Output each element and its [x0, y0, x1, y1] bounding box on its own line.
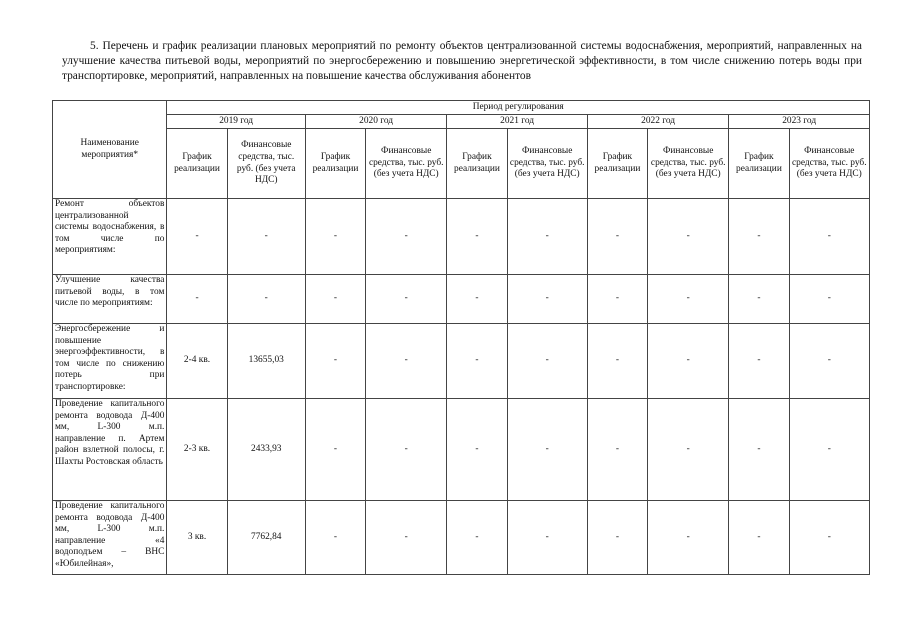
table-cell: - [789, 324, 869, 399]
schedule-header-2021: График реализации [447, 129, 507, 199]
year-header-2020: 2020 год [305, 115, 446, 129]
header-row-period [53, 101, 870, 115]
table-cell: - [366, 399, 447, 501]
finance-header-2019: Финансовые средства, тыс. руб. (без учета НДС) [227, 129, 305, 199]
table-cell: - [587, 501, 647, 575]
schedule-header-2023: График реализации [729, 129, 789, 199]
table-cell: - [507, 399, 587, 501]
table-cell: 2433,93 [227, 399, 305, 501]
table-cell: - [729, 275, 789, 324]
table-cell: - [648, 199, 729, 275]
table-row [53, 199, 870, 275]
table-cell: - [447, 501, 507, 575]
table-cell: - [729, 199, 789, 275]
table-cell: - [789, 199, 869, 275]
row-name: Улучшение качества питьевой воды, в том числе по мероприятиям: [53, 275, 167, 324]
schedule-header-2022: График реализации [587, 129, 647, 199]
table-cell: - [789, 275, 869, 324]
table-cell: - [167, 199, 227, 275]
table-row [53, 275, 870, 324]
table-cell: - [507, 199, 587, 275]
table-cell: - [729, 501, 789, 575]
table-cell: - [648, 275, 729, 324]
table-cell: - [507, 501, 587, 575]
finance-header-2022: Финансовые средства, тыс. руб. (без учета НДС) [648, 129, 729, 199]
row-name: Проведение капитального ремонта водовода Д-400 мм, L-300 м.п. направление «4 водоподъем – ВНС «Юбилейная», [53, 501, 167, 575]
finance-header-2020: Финансовые средства, тыс. руб. (без учета НДС) [366, 129, 447, 199]
schedule-header-2020: График реализации [305, 129, 365, 199]
plan-table [52, 100, 870, 575]
period-header: Период регулирования [167, 101, 870, 115]
table-cell: - [729, 399, 789, 501]
row-name: Проведение капитального ремонта водовода Д-400 мм, L-300 м.п. направление п. Артем район взлетной полосы, г. Шахты Ростовская область [53, 399, 167, 501]
table-cell: - [366, 199, 447, 275]
header-row-years [53, 115, 870, 129]
header-row-subcolumns [53, 129, 870, 199]
table-cell: - [507, 275, 587, 324]
year-header-2022: 2022 год [587, 115, 728, 129]
table-row [53, 501, 870, 575]
schedule-header-2019: График реализации [167, 129, 227, 199]
table-cell: 2-4 кв. [167, 324, 227, 399]
table-cell: - [729, 324, 789, 399]
table-cell: 2-3 кв. [167, 399, 227, 501]
table-cell: - [507, 324, 587, 399]
table-cell: - [167, 275, 227, 324]
finance-header-2021: Финансовые средства, тыс. руб. (без учета НДС) [507, 129, 587, 199]
table-cell: - [366, 275, 447, 324]
name-column-header: Наименование мероприятия* [53, 101, 167, 199]
section-heading-text: 5. Перечень и график реализации плановых мероприятий по ремонту объектов централизованной системы водоснабжения, мероприятий, направленных на улучшение качества питьевой воды, мероприятий по энергосбережению и повышению энергетической эффективности, в том числе снижению потерь воды при транспортировке, мероприятий, направленных на повышение качества обслуживания абонентов [62, 40, 862, 82]
table-row [53, 399, 870, 501]
table-cell: - [447, 324, 507, 399]
year-header-2021: 2021 год [447, 115, 587, 129]
year-header-2023: 2023 год [729, 115, 870, 129]
section-heading [62, 39, 862, 84]
table-cell: - [227, 275, 305, 324]
table-cell: 3 кв. [167, 501, 227, 575]
table-cell: - [447, 199, 507, 275]
table-cell: - [789, 399, 869, 501]
table-row [53, 324, 870, 399]
table-cell: - [648, 399, 729, 501]
table-cell: - [366, 501, 447, 575]
table-cell: - [587, 275, 647, 324]
row-name: Ремонт объектов централизованной системы водоснабжения, в том числе по мероприятиям: [53, 199, 167, 275]
table-cell: - [587, 399, 647, 501]
table-cell: - [648, 324, 729, 399]
year-header-2019: 2019 год [167, 115, 305, 129]
table-cell: - [587, 324, 647, 399]
table-cell: 13655,03 [227, 324, 305, 399]
table-cell: - [227, 199, 305, 275]
table-cell: - [305, 501, 365, 575]
row-name: Энергосбережение и повышение энергоэффективности, в том числе по снижению потерь при транспортировке: [53, 324, 167, 399]
finance-header-2023: Финансовые средства, тыс. руб. (без учета НДС) [789, 129, 869, 199]
table-cell: - [447, 275, 507, 324]
table-cell: - [587, 199, 647, 275]
table-cell: - [305, 399, 365, 501]
table-cell: - [447, 399, 507, 501]
table-cell: - [305, 275, 365, 324]
table-cell: - [366, 324, 447, 399]
table-cell: - [789, 501, 869, 575]
table-cell: - [305, 199, 365, 275]
table-cell: - [305, 324, 365, 399]
table-cell: - [648, 501, 729, 575]
table-cell: 7762,84 [227, 501, 305, 575]
